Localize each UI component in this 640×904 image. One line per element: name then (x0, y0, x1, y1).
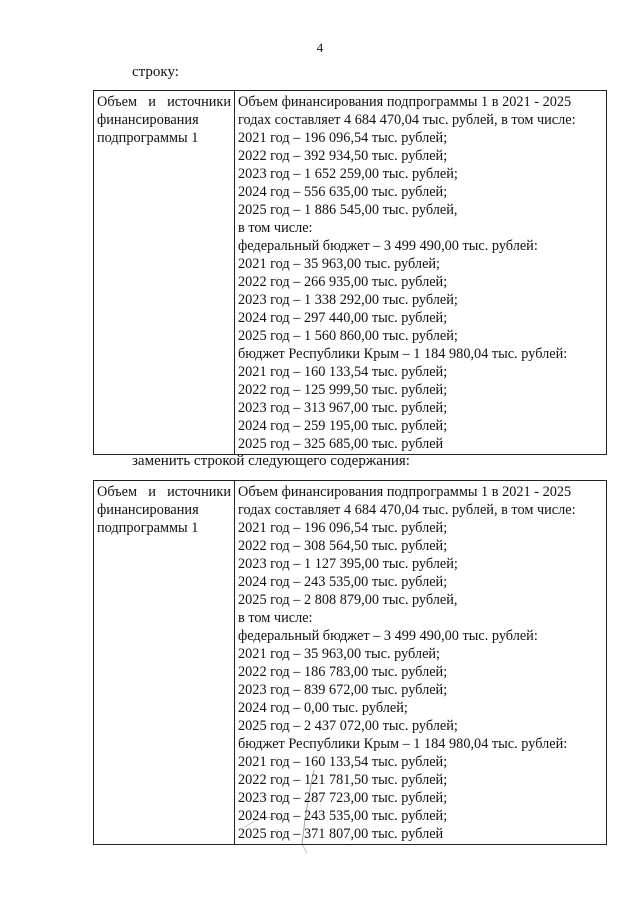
replace-text: заменить строкой следующего содержания: (132, 453, 410, 469)
label-line-2: финансирования (97, 112, 199, 128)
content-line: 2022 год – 266 935,00 тыс. рублей; (238, 274, 448, 290)
content-line: 2024 год – 297 440,00 тыс. рублей; (238, 310, 448, 326)
content-line: 2021 год – 160 133,54 тыс. рублей; (238, 754, 448, 770)
label-word: источники (167, 94, 231, 110)
content-line: Объем финансирования подпрограммы 1 в 2021 - 2025 (238, 484, 572, 500)
content-line: 2024 год – 259 195,00 тыс. рублей; (238, 418, 448, 434)
table-row (94, 481, 607, 845)
content-line: 2021 год – 196 096,54 тыс. рублей; (238, 520, 448, 536)
content-line: 2022 год – 121 781,50 тыс. рублей; (238, 772, 448, 788)
content-line: в том числе: (238, 220, 313, 236)
content-line: 2023 год – 1 338 292,00 тыс. рублей; (238, 292, 458, 308)
content-line: Объем финансирования подпрограммы 1 в 2021 - 2025 (238, 94, 572, 110)
label-cell (94, 481, 235, 845)
content-line: 2025 год – 371 807,00 тыс. рублей (238, 826, 444, 842)
label-cell (94, 91, 235, 455)
label-line-1 (97, 483, 231, 501)
content-line: федеральный бюджет – 3 499 490,00 тыс. рублей: (238, 238, 538, 254)
content-line: бюджет Республики Крым – 1 184 980,04 тыс. рублей: (238, 346, 568, 362)
content-line: федеральный бюджет – 3 499 490,00 тыс. рублей: (238, 628, 538, 644)
intro-text: строку: (132, 64, 179, 80)
content-line: 2024 год – 243 535,00 тыс. рублей; (238, 574, 448, 590)
page-number: 4 (316, 40, 324, 55)
label-word: и (148, 94, 156, 110)
content-line: 2025 год – 2 808 879,00 тыс. рублей, (238, 592, 458, 608)
table-row (94, 91, 607, 455)
content-line: 2022 год – 125 999,50 тыс. рублей; (238, 382, 448, 398)
content-line: 2023 год – 287 723,00 тыс. рублей; (238, 790, 448, 806)
content-line: 2024 год – 0,00 тыс. рублей; (238, 700, 408, 716)
label-word: Объем (97, 484, 138, 500)
content-line: 2022 год – 186 783,00 тыс. рублей; (238, 664, 448, 680)
content-line: годах составляет 4 684 470,04 тыс. рублей, в том числе: (238, 502, 576, 518)
label-word: и (148, 484, 156, 500)
content-line: 2021 год – 160 133,54 тыс. рублей; (238, 364, 448, 380)
content-line: 2025 год – 2 437 072,00 тыс. рублей; (238, 718, 458, 734)
content-line: 2023 год – 313 967,00 тыс. рублей; (238, 400, 448, 416)
content-line: 2023 год – 1 127 395,00 тыс. рублей; (238, 556, 458, 572)
label-word: источники (167, 484, 231, 500)
new-row-table (93, 480, 607, 845)
content-line: 2023 год – 1 652 259,00 тыс. рублей; (238, 166, 458, 182)
label-line-3: подпрограммы 1 (97, 130, 199, 146)
content-line: годах составляет 4 684 470,04 тыс. рублей, в том числе: (238, 112, 576, 128)
content-line: бюджет Республики Крым – 1 184 980,04 тыс. рублей: (238, 736, 568, 752)
content-line: 2021 год – 35 963,00 тыс. рублей; (238, 646, 441, 662)
label-word: Объем (97, 94, 138, 110)
content-cell (235, 91, 607, 455)
content-line: 2022 год – 392 934,50 тыс. рублей; (238, 148, 448, 164)
content-line: 2023 год – 839 672,00 тыс. рублей; (238, 682, 448, 698)
content-line: в том числе: (238, 610, 313, 626)
content-line: 2025 год – 325 685,00 тыс. рублей (238, 436, 444, 452)
content-line: 2025 год – 1 886 545,00 тыс. рублей, (238, 202, 458, 218)
content-line: 2021 год – 196 096,54 тыс. рублей; (238, 130, 448, 146)
content-line: 2024 год – 243 535,00 тыс. рублей; (238, 808, 448, 824)
label-line-2: финансирования (97, 502, 199, 518)
content-line: 2024 год – 556 635,00 тыс. рублей; (238, 184, 448, 200)
content-cell (235, 481, 607, 845)
content-line: 2022 год – 308 564,50 тыс. рублей; (238, 538, 448, 554)
label-line-1 (97, 93, 231, 111)
old-row-table (93, 90, 607, 455)
content-line: 2021 год – 35 963,00 тыс. рублей; (238, 256, 441, 272)
content-line: 2025 год – 1 560 860,00 тыс. рублей; (238, 328, 458, 344)
label-line-3: подпрограммы 1 (97, 520, 199, 536)
